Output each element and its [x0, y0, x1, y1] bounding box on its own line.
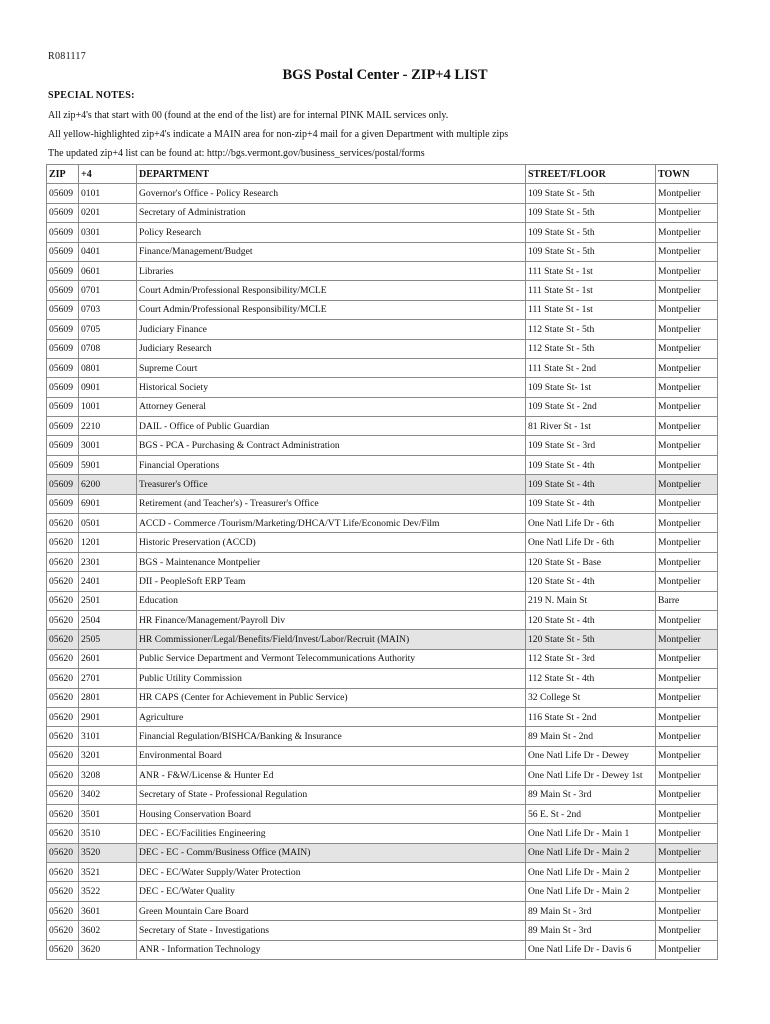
table-row	[47, 358, 718, 377]
plus4-cell: 2501	[79, 591, 137, 610]
table-row	[47, 669, 718, 688]
zip-cell: 05620	[47, 921, 79, 940]
zip-cell: 05609	[47, 417, 79, 436]
plus4-cell: 2701	[79, 669, 137, 688]
table-row	[47, 863, 718, 882]
street-floor-cell: 120 State St - 4th	[526, 610, 656, 629]
town-cell: Montpelier	[656, 727, 718, 746]
header-department: DEPARTMENT	[137, 165, 526, 184]
table-row	[47, 300, 718, 319]
street-floor-cell: 116 State St - 2nd	[526, 707, 656, 726]
plus4-cell: 2901	[79, 707, 137, 726]
department-cell: Historic Preservation (ACCD)	[137, 533, 526, 552]
zip-cell: 05609	[47, 339, 79, 358]
zip-cell: 05609	[47, 436, 79, 455]
plus4-cell: 5901	[79, 455, 137, 474]
town-cell: Montpelier	[656, 397, 718, 416]
table-row	[47, 320, 718, 339]
plus4-cell: 1201	[79, 533, 137, 552]
town-cell: Montpelier	[656, 320, 718, 339]
street-floor-cell: One Natl Life Dr - Main 2	[526, 863, 656, 882]
zip-cell: 05620	[47, 630, 79, 649]
town-cell: Montpelier	[656, 436, 718, 455]
note-pink-mail: All zip+4's that start with 00 (found at the end of the list) are for internal PINK MAIL services only.	[48, 110, 449, 121]
town-cell: Montpelier	[656, 843, 718, 862]
town-cell: Montpelier	[656, 669, 718, 688]
town-cell: Montpelier	[656, 804, 718, 823]
street-floor-cell: 112 State St - 5th	[526, 320, 656, 339]
plus4-cell: 3601	[79, 901, 137, 920]
department-cell: Finance/Management/Budget	[137, 242, 526, 261]
department-cell: DEC - EC - Comm/Business Office (MAIN)	[137, 843, 526, 862]
street-floor-cell: One Natl Life Dr - 6th	[526, 514, 656, 533]
town-cell: Barre	[656, 591, 718, 610]
street-floor-cell: 109 State St - 2nd	[526, 397, 656, 416]
zip-cell: 05609	[47, 261, 79, 280]
department-cell: DEC - EC/Water Supply/Water Protection	[137, 863, 526, 882]
zip-cell: 05609	[47, 223, 79, 242]
plus4-cell: 0601	[79, 261, 137, 280]
table-row	[47, 610, 718, 629]
street-floor-cell: 109 State St - 5th	[526, 184, 656, 203]
town-cell: Montpelier	[656, 514, 718, 533]
table-row	[47, 785, 718, 804]
street-floor-cell: One Natl Life Dr - 6th	[526, 533, 656, 552]
town-cell: Montpelier	[656, 766, 718, 785]
town-cell: Montpelier	[656, 901, 718, 920]
department-cell: DII - PeopleSoft ERP Team	[137, 572, 526, 591]
table-row	[47, 727, 718, 746]
zip-cell: 05620	[47, 591, 79, 610]
department-cell: BGS - Maintenance Montpelier	[137, 552, 526, 571]
town-cell: Montpelier	[656, 552, 718, 571]
department-cell: Treasurer's Office	[137, 475, 526, 494]
table-row	[47, 223, 718, 242]
street-floor-cell: 109 State St - 4th	[526, 475, 656, 494]
town-cell: Montpelier	[656, 261, 718, 280]
table-row	[47, 804, 718, 823]
zip-cell: 05620	[47, 649, 79, 668]
street-floor-cell: 109 State St- 1st	[526, 378, 656, 397]
table-row	[47, 475, 718, 494]
street-floor-cell: 89 Main St - 3rd	[526, 921, 656, 940]
department-cell: DAIL - Office of Public Guardian	[137, 417, 526, 436]
table-row	[47, 494, 718, 513]
street-floor-cell: 81 River St - 1st	[526, 417, 656, 436]
department-cell: BGS - PCA - Purchasing & Contract Administration	[137, 436, 526, 455]
town-cell: Montpelier	[656, 610, 718, 629]
table-row	[47, 261, 718, 280]
street-floor-cell: One Natl Life Dr - Main 2	[526, 843, 656, 862]
department-cell: Financial Regulation/BISHCA/Banking & Insurance	[137, 727, 526, 746]
plus4-cell: 0901	[79, 378, 137, 397]
plus4-cell: 3001	[79, 436, 137, 455]
town-cell: Montpelier	[656, 494, 718, 513]
table-row	[47, 746, 718, 765]
department-cell: ANR - Information Technology	[137, 940, 526, 959]
zip-cell: 05609	[47, 300, 79, 319]
department-cell: Supreme Court	[137, 358, 526, 377]
zip-cell: 05609	[47, 494, 79, 513]
town-cell: Montpelier	[656, 824, 718, 843]
department-cell: Education	[137, 591, 526, 610]
header-plus4: +4	[79, 165, 137, 184]
street-floor-cell: 120 State St - 4th	[526, 572, 656, 591]
zip-table	[46, 164, 718, 960]
zip-cell: 05609	[47, 203, 79, 222]
department-cell: Judiciary Finance	[137, 320, 526, 339]
town-cell: Montpelier	[656, 921, 718, 940]
town-cell: Montpelier	[656, 417, 718, 436]
table-row	[47, 707, 718, 726]
department-cell: Attorney General	[137, 397, 526, 416]
plus4-cell: 3521	[79, 863, 137, 882]
town-cell: Montpelier	[656, 572, 718, 591]
zip-cell: 05609	[47, 397, 79, 416]
special-notes-heading: SPECIAL NOTES:	[48, 90, 135, 101]
plus4-cell: 2504	[79, 610, 137, 629]
town-cell: Montpelier	[656, 281, 718, 300]
town-cell: Montpelier	[656, 475, 718, 494]
zip-cell: 05620	[47, 610, 79, 629]
plus4-cell: 2601	[79, 649, 137, 668]
plus4-cell: 3620	[79, 940, 137, 959]
street-floor-cell: One Natl Life Dr - Main 1	[526, 824, 656, 843]
plus4-cell: 3510	[79, 824, 137, 843]
zip-cell: 05620	[47, 707, 79, 726]
town-cell: Montpelier	[656, 688, 718, 707]
street-floor-cell: 112 State St - 5th	[526, 339, 656, 358]
zip-cell: 05609	[47, 320, 79, 339]
department-cell: Judiciary Research	[137, 339, 526, 358]
zip-cell: 05609	[47, 358, 79, 377]
plus4-cell: 3101	[79, 727, 137, 746]
zip-cell: 05609	[47, 281, 79, 300]
plus4-cell: 3201	[79, 746, 137, 765]
table-row	[47, 203, 718, 222]
zip-cell: 05620	[47, 727, 79, 746]
zip-cell: 05620	[47, 843, 79, 862]
table-header-row	[47, 165, 718, 184]
plus4-cell: 3602	[79, 921, 137, 940]
header-town: TOWN	[656, 165, 718, 184]
zip-cell: 05620	[47, 804, 79, 823]
town-cell: Montpelier	[656, 300, 718, 319]
town-cell: Montpelier	[656, 358, 718, 377]
department-cell: Libraries	[137, 261, 526, 280]
table-row	[47, 533, 718, 552]
town-cell: Montpelier	[656, 533, 718, 552]
street-floor-cell: One Natl Life Dr - Davis 6	[526, 940, 656, 959]
plus4-cell: 3520	[79, 843, 137, 862]
table-row	[47, 339, 718, 358]
table-body	[47, 184, 718, 960]
street-floor-cell: 89 Main St - 3rd	[526, 785, 656, 804]
table-row	[47, 824, 718, 843]
town-cell: Montpelier	[656, 746, 718, 765]
page-title: BGS Postal Center - ZIP+4 LIST	[282, 67, 488, 83]
document-id: R081117	[48, 51, 87, 62]
department-cell: Secretary of Administration	[137, 203, 526, 222]
table-row	[47, 843, 718, 862]
table-row	[47, 591, 718, 610]
zip-cell: 05620	[47, 746, 79, 765]
table-row	[47, 882, 718, 901]
town-cell: Montpelier	[656, 242, 718, 261]
table-row	[47, 455, 718, 474]
zip-cell: 05620	[47, 882, 79, 901]
zip-cell: 05620	[47, 766, 79, 785]
department-cell: Historical Society	[137, 378, 526, 397]
town-cell: Montpelier	[656, 863, 718, 882]
department-cell: Agriculture	[137, 707, 526, 726]
street-floor-cell: 89 Main St - 3rd	[526, 901, 656, 920]
town-cell: Montpelier	[656, 378, 718, 397]
department-cell: Public Service Department and Vermont Telecommunications Authority	[137, 649, 526, 668]
street-floor-cell: 109 State St - 5th	[526, 203, 656, 222]
department-cell: Governor's Office - Policy Research	[137, 184, 526, 203]
plus4-cell: 2210	[79, 417, 137, 436]
plus4-cell: 3522	[79, 882, 137, 901]
table-row	[47, 184, 718, 203]
department-cell: Environmental Board	[137, 746, 526, 765]
plus4-cell: 0703	[79, 300, 137, 319]
table-row	[47, 281, 718, 300]
department-cell: Housing Conservation Board	[137, 804, 526, 823]
town-cell: Montpelier	[656, 882, 718, 901]
table-row	[47, 630, 718, 649]
table-row	[47, 649, 718, 668]
street-floor-cell: 109 State St - 4th	[526, 455, 656, 474]
town-cell: Montpelier	[656, 940, 718, 959]
department-cell: Court Admin/Professional Responsibility/MCLE	[137, 281, 526, 300]
zip-cell: 05620	[47, 533, 79, 552]
table-row	[47, 901, 718, 920]
zip-cell: 05620	[47, 785, 79, 804]
plus4-cell: 2301	[79, 552, 137, 571]
town-cell: Montpelier	[656, 203, 718, 222]
plus4-cell: 0705	[79, 320, 137, 339]
department-cell: DEC - EC/Facilities Engineering	[137, 824, 526, 843]
street-floor-cell: 111 State St - 1st	[526, 300, 656, 319]
table-row	[47, 921, 718, 940]
zip-cell: 05620	[47, 940, 79, 959]
plus4-cell: 3208	[79, 766, 137, 785]
department-cell: Public Utility Commission	[137, 669, 526, 688]
department-cell: Financial Operations	[137, 455, 526, 474]
street-floor-cell: One Natl Life Dr - Dewey 1st	[526, 766, 656, 785]
street-floor-cell: 120 State St - Base	[526, 552, 656, 571]
zip-cell: 05609	[47, 455, 79, 474]
note-updated-list-url: The updated zip+4 list can be found at: http://bgs.vermont.gov/business_services/postal/forms	[48, 148, 425, 159]
street-floor-cell: 120 State St - 5th	[526, 630, 656, 649]
table-row	[47, 417, 718, 436]
zip-cell: 05620	[47, 901, 79, 920]
department-cell: Secretary of State - Professional Regulation	[137, 785, 526, 804]
town-cell: Montpelier	[656, 785, 718, 804]
plus4-cell: 0201	[79, 203, 137, 222]
street-floor-cell: 89 Main St - 2nd	[526, 727, 656, 746]
plus4-cell: 0708	[79, 339, 137, 358]
street-floor-cell: 56 E. St - 2nd	[526, 804, 656, 823]
zip-cell: 05609	[47, 184, 79, 203]
table-row	[47, 378, 718, 397]
town-cell: Montpelier	[656, 223, 718, 242]
department-cell: Green Mountain Care Board	[137, 901, 526, 920]
plus4-cell: 0701	[79, 281, 137, 300]
town-cell: Montpelier	[656, 339, 718, 358]
town-cell: Montpelier	[656, 649, 718, 668]
zip-cell: 05620	[47, 552, 79, 571]
street-floor-cell: One Natl Life Dr - Main 2	[526, 882, 656, 901]
plus4-cell: 3402	[79, 785, 137, 804]
street-floor-cell: 109 State St - 4th	[526, 494, 656, 513]
street-floor-cell: 112 State St - 3rd	[526, 649, 656, 668]
plus4-cell: 0801	[79, 358, 137, 377]
department-cell: Retirement (and Teacher's) - Treasurer's Office	[137, 494, 526, 513]
street-floor-cell: 109 State St - 5th	[526, 223, 656, 242]
street-floor-cell: 219 N. Main St	[526, 591, 656, 610]
street-floor-cell: 111 State St - 1st	[526, 261, 656, 280]
zip-cell: 05620	[47, 688, 79, 707]
plus4-cell: 2801	[79, 688, 137, 707]
zip-cell: 05609	[47, 242, 79, 261]
street-floor-cell: One Natl Life Dr - Dewey	[526, 746, 656, 765]
street-floor-cell: 32 College St	[526, 688, 656, 707]
header-street-floor: STREET/FLOOR	[526, 165, 656, 184]
plus4-cell: 3501	[79, 804, 137, 823]
plus4-cell: 0301	[79, 223, 137, 242]
zip-cell: 05620	[47, 669, 79, 688]
zip-cell: 05620	[47, 572, 79, 591]
table-row	[47, 436, 718, 455]
table-row	[47, 552, 718, 571]
town-cell: Montpelier	[656, 184, 718, 203]
department-cell: HR Commissioner/Legal/Benefits/Field/Invest/Labor/Recruit (MAIN)	[137, 630, 526, 649]
street-floor-cell: 109 State St - 3rd	[526, 436, 656, 455]
department-cell: Secretary of State - Investigations	[137, 921, 526, 940]
table-row	[47, 766, 718, 785]
town-cell: Montpelier	[656, 707, 718, 726]
header-zip: ZIP	[47, 165, 79, 184]
plus4-cell: 0401	[79, 242, 137, 261]
zip-cell: 05620	[47, 824, 79, 843]
zip-cell: 05620	[47, 863, 79, 882]
plus4-cell: 2401	[79, 572, 137, 591]
zip-cell: 05609	[47, 378, 79, 397]
note-yellow-highlight: All yellow-highlighted zip+4's indicate a MAIN area for non-zip+4 mail for a given Department with multiple zips	[48, 129, 509, 140]
zip-cell: 05620	[47, 514, 79, 533]
department-cell: ACCD - Commerce /Tourism/Marketing/DHCA/VT Life/Economic Dev/Film	[137, 514, 526, 533]
town-cell: Montpelier	[656, 630, 718, 649]
department-cell: DEC - EC/Water Quality	[137, 882, 526, 901]
department-cell: Court Admin/Professional Responsibility/MCLE	[137, 300, 526, 319]
table-row	[47, 940, 718, 959]
zip-cell: 05609	[47, 475, 79, 494]
street-floor-cell: 111 State St - 2nd	[526, 358, 656, 377]
table-row	[47, 572, 718, 591]
table-row	[47, 514, 718, 533]
street-floor-cell: 109 State St - 5th	[526, 242, 656, 261]
plus4-cell: 6200	[79, 475, 137, 494]
department-cell: HR Finance/Management/Payroll Div	[137, 610, 526, 629]
table-row	[47, 397, 718, 416]
department-cell: HR CAPS (Center for Achievement in Public Service)	[137, 688, 526, 707]
department-cell: ANR - F&W/License & Hunter Ed	[137, 766, 526, 785]
department-cell: Policy Research	[137, 223, 526, 242]
plus4-cell: 2505	[79, 630, 137, 649]
plus4-cell: 0501	[79, 514, 137, 533]
plus4-cell: 0101	[79, 184, 137, 203]
table-row	[47, 688, 718, 707]
table-row	[47, 242, 718, 261]
town-cell: Montpelier	[656, 455, 718, 474]
plus4-cell: 6901	[79, 494, 137, 513]
plus4-cell: 1001	[79, 397, 137, 416]
street-floor-cell: 112 State St - 4th	[526, 669, 656, 688]
street-floor-cell: 111 State St - 1st	[526, 281, 656, 300]
